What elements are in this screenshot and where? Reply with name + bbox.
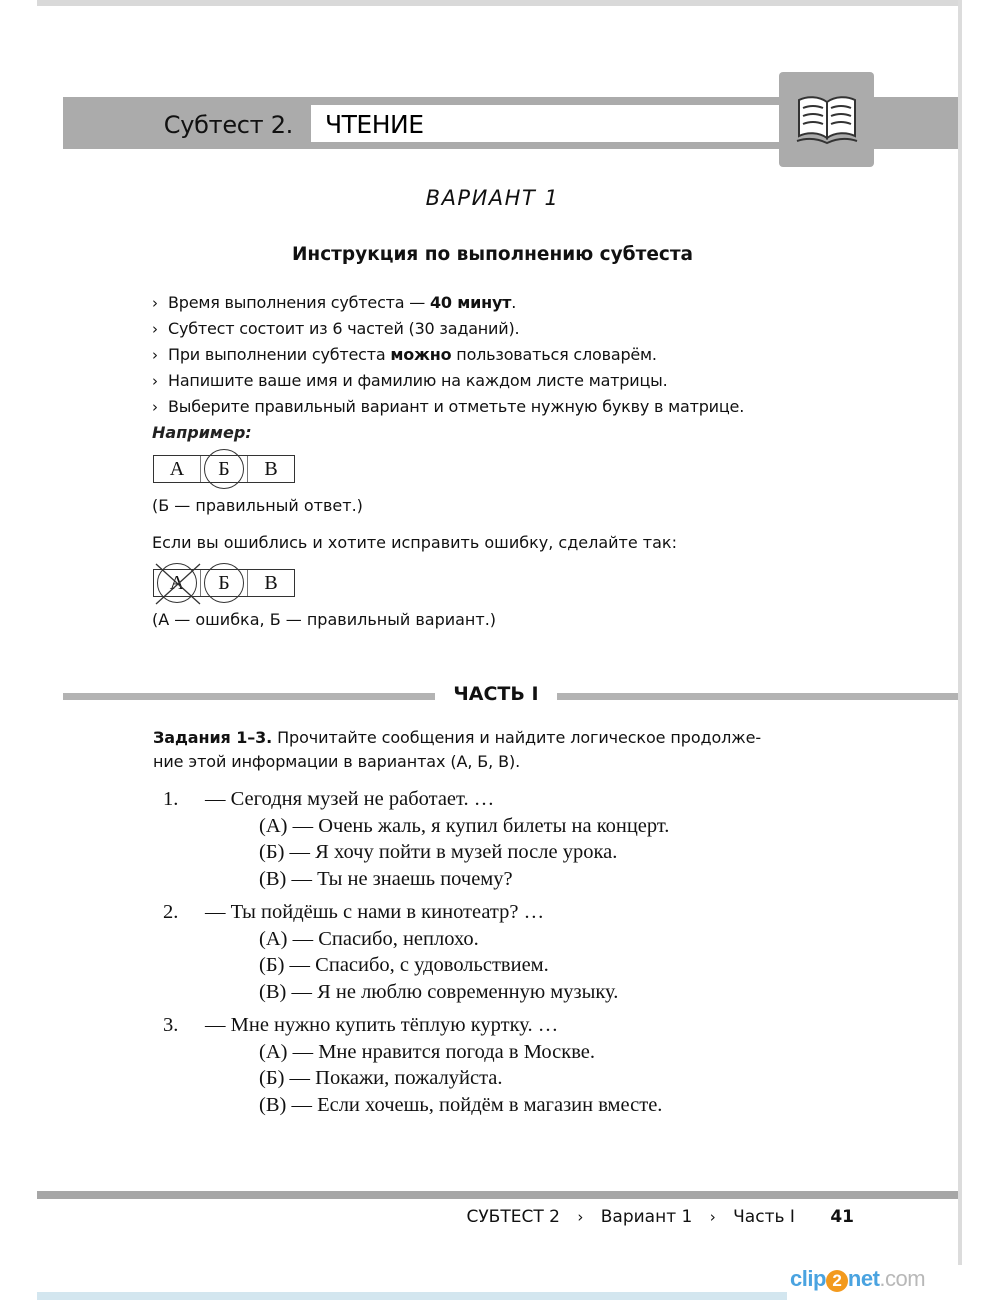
chevron-right-icon: ›: [152, 294, 158, 312]
answer-option: (А) — Спасибо, неплохо.: [259, 927, 479, 950]
example-label: Например:: [152, 423, 252, 442]
answer-cell-circled: Б: [201, 456, 248, 482]
rule-item: › Время выполнения субтеста — 40 минут.: [152, 290, 744, 316]
part-divider: [63, 683, 958, 707]
answer-option: (В) — Я не люблю современную музыку.: [259, 980, 619, 1003]
divider-line: [557, 693, 958, 700]
section-title-box: [311, 105, 781, 142]
answer-option: (Б) — Покажи, пожалуйста.: [259, 1067, 503, 1089]
question-number: 3.: [163, 1014, 179, 1036]
breadcrumb-part: Часть I: [733, 1207, 795, 1227]
circle-mark-icon: [204, 449, 244, 489]
question-number: 2.: [163, 901, 179, 923]
question-number: 1.: [163, 788, 179, 810]
viewer-bottom-edge: [37, 1292, 787, 1300]
correction-text: Если вы ошиблись и хотите исправить ошибку, сделайте так:: [152, 533, 677, 552]
footer-breadcrumb: [466, 1207, 854, 1227]
answer-cell-circled: Б: [201, 570, 248, 596]
chevron-right-icon: ›: [709, 1208, 716, 1226]
answer-matrix-example: [153, 455, 295, 483]
question-prompt: — Мне нужно купить тёплую куртку. …: [205, 1014, 559, 1036]
example-caption: (Б — правильный ответ.): [152, 496, 363, 515]
instructions-title: Инструкция по выполнению субтеста: [291, 244, 694, 265]
answer-option: (В) — Ты не знаешь почему?: [259, 867, 513, 890]
chevron-right-icon: ›: [152, 320, 158, 338]
question-prompt: — Сегодня музей не работает. …: [205, 788, 495, 810]
divider-line: [63, 693, 435, 700]
breadcrumb-subtest: СУБТЕСТ 2: [466, 1207, 560, 1227]
chevron-right-icon: ›: [152, 346, 158, 364]
correction-caption: (А — ошибка, Б — правильный вариант.): [152, 610, 497, 629]
question-2: [163, 899, 618, 1005]
breadcrumb-variant: Вариант 1: [600, 1207, 693, 1227]
cross-mark-icon: [150, 562, 206, 606]
rule-item: › При выполнении субтеста можно пользоваться словарём.: [152, 342, 744, 368]
instruction-rules: [152, 290, 744, 420]
answer-option: (А) — Мне нравится погода в Москве.: [259, 1040, 596, 1063]
answer-option: (Б) — Я хочу пойти в музей после урока.: [259, 841, 618, 863]
answer-cell: В: [264, 572, 278, 594]
answer-matrix-correction: [153, 569, 295, 597]
footer-rule: [37, 1191, 958, 1199]
viewer-top-edge: [37, 0, 960, 6]
reading-badge: [779, 72, 874, 167]
variant-title: ВАРИАНТ 1: [425, 186, 560, 210]
section-title: ЧТЕНИЕ: [325, 110, 424, 139]
watermark-logo: clip 2 net.com: [790, 1266, 926, 1291]
circle-mark-icon: [204, 563, 244, 603]
chevron-right-icon: ›: [152, 372, 158, 390]
rule-item: › Субтест состоит из 6 частей (30 заданий).: [152, 316, 744, 342]
chevron-right-icon: ›: [152, 398, 158, 416]
question-3: [163, 1012, 662, 1118]
page-number: 41: [830, 1207, 854, 1227]
rule-item: › Напишите ваше имя и фамилию на каждом листе матрицы.: [152, 368, 744, 394]
answer-cell-crossed: А: [154, 570, 201, 596]
answer-option: (В) — Если хочешь, пойдём в магазин вместе.: [259, 1093, 663, 1116]
subtest-label: Субтест 2.: [163, 111, 293, 139]
answer-option: (Б) — Спасибо, с удовольствием.: [259, 954, 549, 976]
rule-item: › Выберите правильный вариант и отметьте нужную букву в матрице.: [152, 394, 744, 420]
task-instructions: Задания 1–3. Прочитайте сообщения и найдите логическое продолже- ние этой информации в вариантах (А, Б, В).: [153, 728, 762, 771]
chevron-right-icon: ›: [577, 1208, 584, 1226]
answer-cell: А: [154, 456, 201, 482]
answer-cell: В: [264, 458, 278, 480]
open-book-icon: [795, 92, 859, 148]
answer-option: (А) — Очень жаль, я купил билеты на концерт.: [259, 814, 670, 837]
question-1: [163, 786, 669, 892]
part-label: ЧАСТЬ I: [453, 683, 539, 705]
question-prompt: — Ты пойдёшь с нами в кинотеатр? …: [205, 901, 545, 923]
